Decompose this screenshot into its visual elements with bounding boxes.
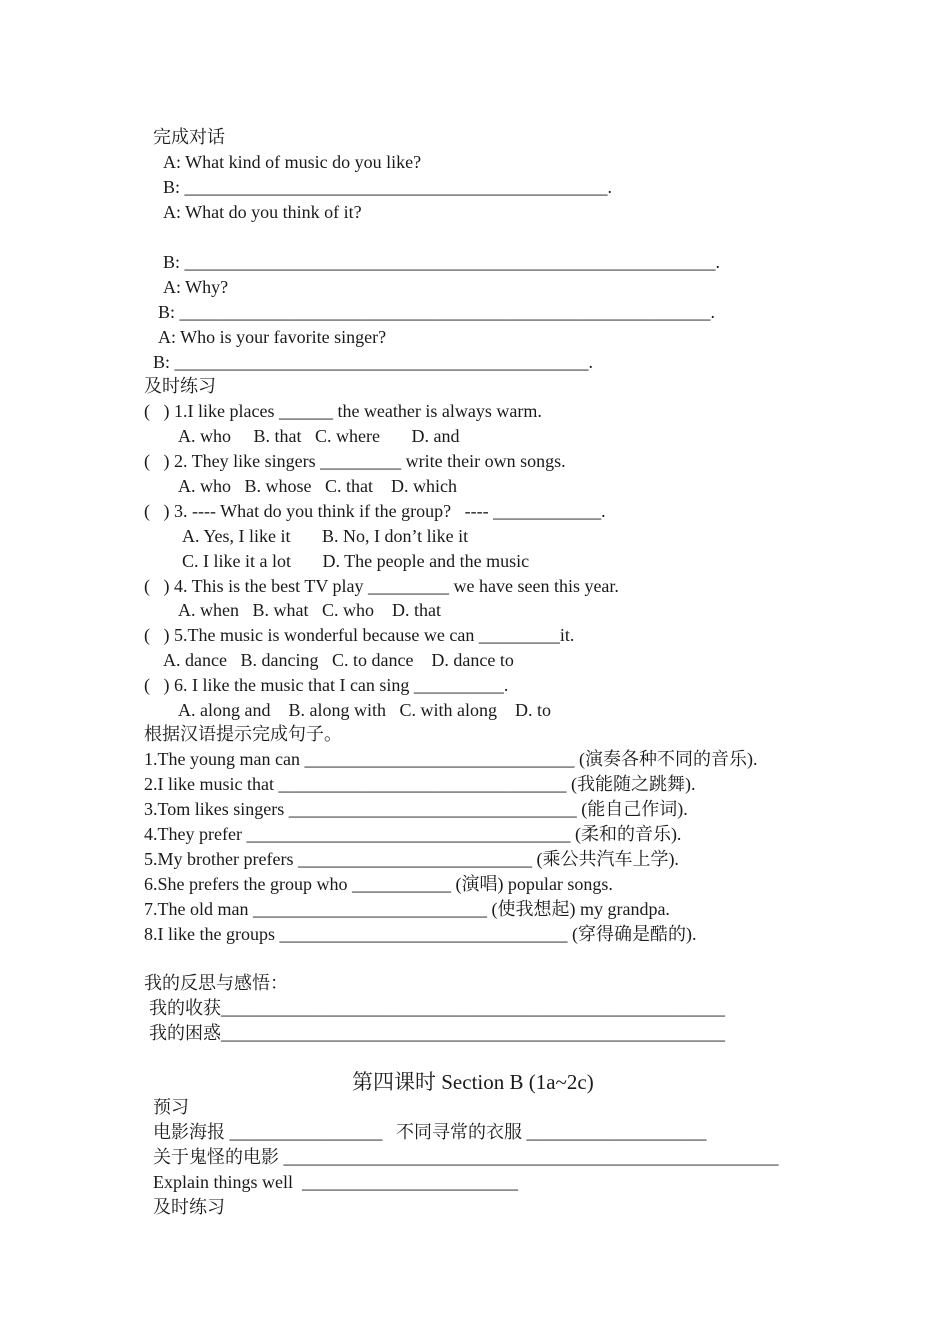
dialogue-line: A: What kind of music do you like?: [163, 152, 422, 172]
options: A. who B. that C. where D. and: [178, 426, 460, 446]
preview-heading: 预习: [153, 1097, 189, 1117]
dialogue-heading: 完成对话: [153, 127, 225, 147]
question: ( ) 3. ---- What do you think if the group? ---- ____________.: [144, 501, 606, 521]
preview-line: 关于鬼怪的电影 _______________________________________________________: [153, 1147, 779, 1167]
options: A. who B. whose C. that D. which: [178, 476, 457, 496]
question: ( ) 1.I like places ______ the weather is always warm.: [144, 401, 542, 421]
translation-line: 3.Tom likes singers ________________________________ (能自己作词).: [144, 799, 688, 819]
reflection-confusion: 我的困惑________________________________________________________: [149, 1023, 725, 1043]
reflection-heading: 我的反思与感悟：: [144, 973, 288, 993]
practice-heading-2: 及时练习: [153, 1197, 225, 1217]
dialogue-line: A: Who is your favorite singer?: [158, 327, 387, 347]
reflection-gain: 我的收获________________________________________________________: [149, 998, 725, 1018]
options: C. I like it a lot D. The people and the music: [182, 551, 530, 571]
options: A. dance B. dancing C. to dance D. dance to: [163, 650, 514, 670]
dialogue-line: A: What do you think of it?: [163, 202, 362, 222]
dialogue-line: B: ___________________________________________________________.: [158, 302, 716, 322]
dialogue-line: B: _______________________________________________.: [163, 177, 613, 197]
question: ( ) 2. They like singers _________ write their own songs.: [144, 451, 566, 471]
dialogue-line: A: Why?: [163, 277, 229, 297]
translation-line: 6.She prefers the group who ___________ (演唱) popular songs.: [144, 874, 613, 894]
dialogue-line: B: ___________________________________________________________.: [163, 252, 721, 272]
preview-line: Explain things well ________________________: [153, 1172, 518, 1192]
question: ( ) 6. I like the music that I can sing __________.: [144, 675, 509, 695]
translation-line: 1.The young man can ______________________________ (演奏各种不同的音乐).: [144, 749, 758, 769]
question: ( ) 4. This is the best TV play _________ we have seen this year.: [144, 576, 619, 596]
translation-heading: 根据汉语提示完成句子。: [144, 724, 342, 744]
options: A. along and B. along with C. with along D. to: [178, 700, 551, 720]
translation-line: 8.I like the groups ________________________________ (穿得确是酷的).: [144, 924, 697, 944]
translation-line: 4.They prefer ____________________________________ (柔和的音乐).: [144, 824, 682, 844]
lesson-title: 第四课时 Section B (1a~2c): [352, 1070, 594, 1094]
options: A. when B. what C. who D. that: [178, 600, 441, 620]
question: ( ) 5.The music is wonderful because we can _________it.: [144, 625, 575, 645]
translation-line: 2.I like music that ________________________________ (我能随之跳舞).: [144, 774, 696, 794]
translation-line: 5.My brother prefers __________________________ (乘公共汽车上学).: [144, 849, 679, 869]
practice-heading: 及时练习: [144, 376, 216, 396]
dialogue-line: B: ______________________________________________.: [153, 352, 594, 372]
options: A. Yes, I like it B. No, I don’t like it: [182, 526, 469, 546]
translation-line: 7.The old man __________________________ (使我想起) my grandpa.: [144, 899, 670, 919]
preview-line: 电影海报 _________________ 不同寻常的衣服 ____________________: [153, 1122, 707, 1142]
